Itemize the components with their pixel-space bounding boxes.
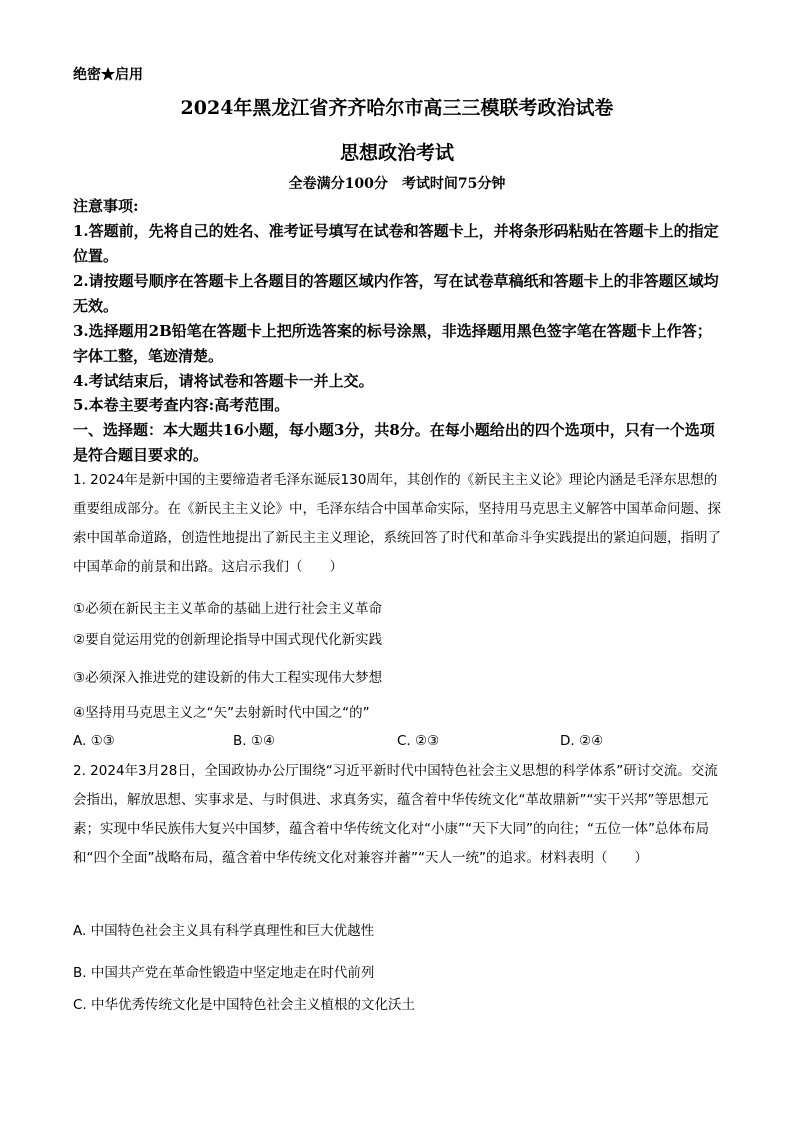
notice-item: 1.答题前，先将自己的姓名、准考证号填写在试卷和答题卡上，并将条形码粘贴在答题卡上的指定位置。	[73, 222, 719, 265]
exam-subtitle: 思想政治考试	[339, 142, 454, 164]
statement-3: ③必须深入推进党的建设新的伟大工程实现伟大梦想	[73, 670, 383, 686]
notice-item: 5.本卷主要考查内容:高考范围。	[73, 396, 290, 414]
exam-title: 2024年黑龙江省齐齐哈尔市高三三模联考政治试卷	[180, 97, 614, 119]
section-heading: 一、选择题：本大题共16小题，每小题3分，共8分。在每小题给出的四个选项中，只有一个选项是符合题目要求的。	[73, 421, 715, 464]
option-b[interactable]: B. ①④	[233, 733, 276, 749]
option-d[interactable]: D. ②④	[560, 733, 604, 749]
score-time: 全卷满分100分 考试时间75分钟	[288, 176, 506, 192]
statement-4: ④坚持用马克思主义之“矢”去射新时代中国之“的”	[73, 705, 370, 721]
option-c[interactable]: C. 中华优秀传统文化是中国特色社会主义植根的文化沃土	[73, 997, 416, 1013]
notice-heading: 注意事项:	[73, 197, 139, 215]
notice-item: 2.请按题号顺序在答题卡上各题目的答题区域内作答，写在试卷草稿纸和答题卡上的非答题区域均无效。	[73, 272, 719, 315]
notice-item: 4.考试结束后，请将试卷和答题卡一并上交。	[73, 372, 374, 390]
secret-mark: 绝密★启用	[73, 67, 143, 83]
question-1-stem: 1. 2024年是新中国的主要缔造者毛泽东诞辰130周年，其创作的《新民主主义论》理论内涵是毛泽东思想的重要组成部分。在《新民主主义论》中，毛泽东结合中国革命实际，坚持用马克思主义解答中国革命问题、探索中国革命道路，创造性地提出了新民主主义理论，系统回答了时代和革命斗争实践提出的紧迫问题，指明了中国革命的前景和出路。这启示我们（ ）	[73, 472, 721, 575]
option-a[interactable]: A. 中国特色社会主义具有科学真理性和巨大优越性	[73, 923, 375, 939]
option-a[interactable]: A. ①③	[73, 733, 115, 749]
notice-item: 3.选择题用2B铅笔在答题卡上把所选答案的标号涂黑，非选择题用黑色签字笔在答题卡上作答；字体工整，笔迹清楚。	[73, 322, 712, 365]
option-c[interactable]: C. ②③	[397, 733, 440, 749]
question-2-stem: 2. 2024年3月28日，全国政协办公厅围绕“习近平新时代中国特色社会主义思想的科学体系”研讨交流。交流会指出，解放思想、实事求是、与时俱进、求真务实，蕴含着中华传统文化“革故鼎新”“实干兴邦”等思想元素；实现中华民族伟大复兴中国梦，蕴含着中华传统文化对“小康”“天下大同”的向往；“五位一体”总体布局和“四个全面”战略布局，蕴含着中华传统文化对兼容并蓄”“天人一统”的追求。材料表明（ ）	[73, 763, 718, 866]
statement-2: ②要自觉运用党的创新理论指导中国式现代化新实践	[73, 632, 383, 648]
statement-1: ①必须在新民主主义革命的基础上进行社会主义革命	[73, 601, 383, 617]
option-b[interactable]: B. 中国共产党在革命性锻造中坚定地走在时代前列	[73, 965, 375, 981]
